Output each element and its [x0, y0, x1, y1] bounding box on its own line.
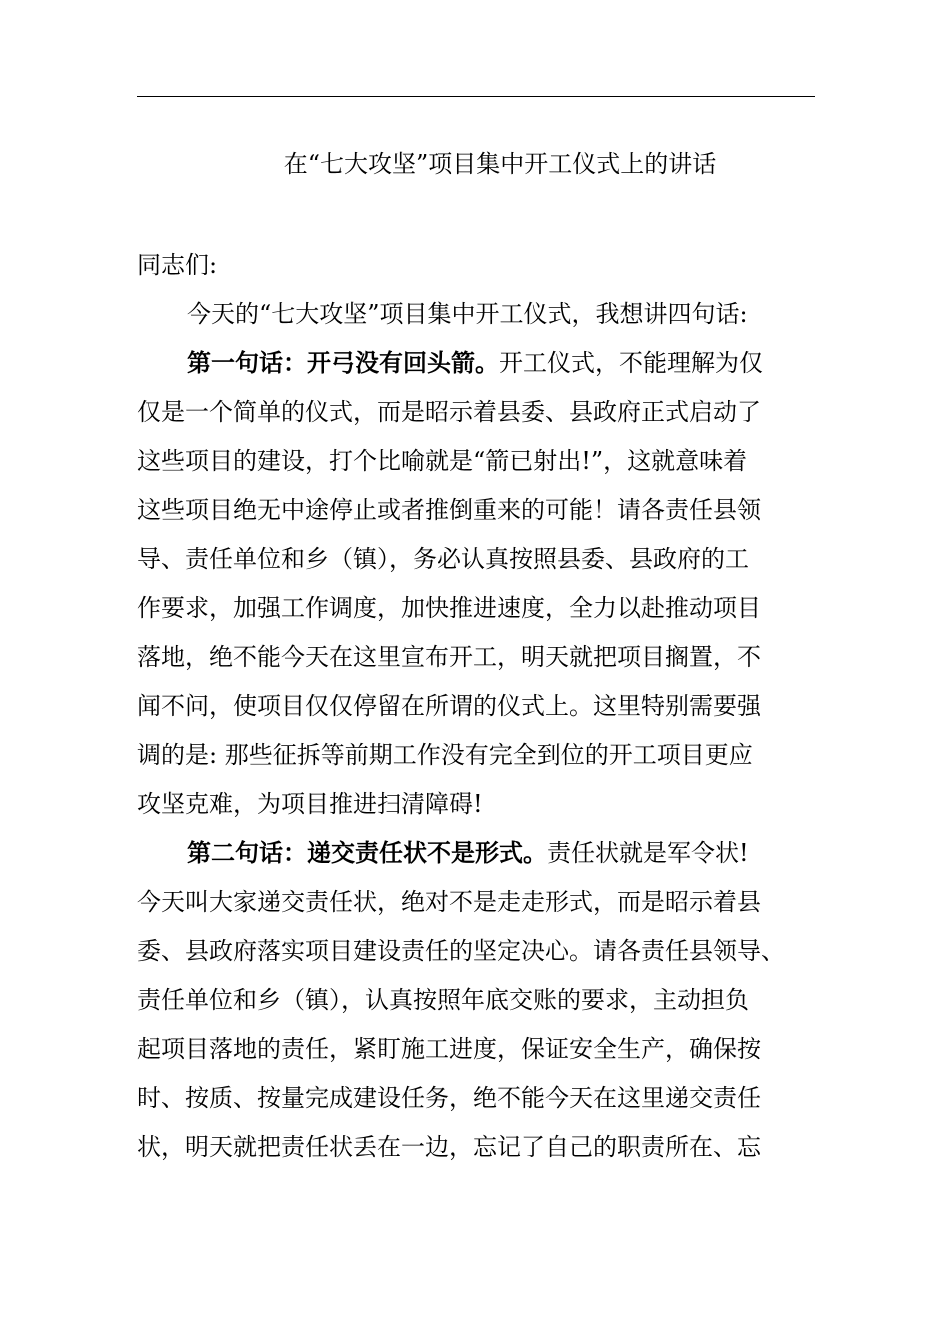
- section-1-line: 开工仪式，不能理解为仅: [499, 349, 763, 377]
- section-1-line: 导、责任单位和乡（镇），务必认真按照县委、县政府的工: [137, 545, 749, 573]
- section-2-line: 状，明天就把责任状丢在一边，忘记了自己的职责所在、忘: [137, 1133, 761, 1161]
- section-1-first-line: [137, 339, 817, 388]
- section-1-line: 这些项目绝无中途停止或者推倒重来的可能！请各责任县领: [137, 496, 761, 524]
- section-2-first-line: [137, 829, 817, 878]
- section-2-line: 委、县政府落实项目建设责任的坚定决心。请各责任县领导、: [137, 937, 785, 965]
- section-2-line: 今天叫大家递交责任状，绝对不是走走形式，而是昭示着县: [137, 888, 761, 916]
- section-1-line: 闻不问，使项目仅仅停留在所谓的仪式上。这里特别需要强: [137, 692, 761, 720]
- document-body: [137, 241, 817, 1172]
- section-1-line: 作要求，加强工作调度，加快推进速度，全力以赴推动项目: [137, 594, 761, 622]
- section-1-line: 仅是一个简单的仪式，而是昭示着县委、县政府正式启动了: [137, 398, 761, 426]
- header-rule: [137, 96, 815, 97]
- section-2-line: 时、按质、按量完成建设任务，绝不能今天在这里递交责任: [137, 1084, 761, 1112]
- section-2-line: 责任状就是军令状!: [547, 839, 749, 867]
- section-1-line: 落地，绝不能今天在这里宣布开工，明天就把项目搁置，不: [137, 643, 761, 671]
- section-1-line: 这些项目的建设，打个比喻就是“箭已射出!”，这就意味着: [137, 447, 748, 475]
- section-1-line: 调的是: 那些征拆等前期工作没有完全到位的开工项目更应: [137, 741, 753, 769]
- document-title: 在“七大攻坚”项目集中开工仪式上的讲话: [283, 150, 717, 178]
- section-1-heading: 第一句话：开弓没有回头箭。: [187, 349, 499, 377]
- section-2-line: 起项目落地的责任，紧盯施工进度，保证安全生产，确保按: [137, 1035, 761, 1063]
- section-2-line: 责任单位和乡（镇），认真按照年底交账的要求，主动担负: [137, 986, 749, 1014]
- intro-paragraph: 今天的“七大攻坚”项目集中开工仪式，我想讲四句话:: [187, 300, 748, 328]
- section-1-line: 攻坚克难，为项目推进扫清障碍!: [137, 790, 483, 818]
- section-2-heading: 第二句话：递交责任状不是形式。: [187, 839, 547, 867]
- salutation: 同志们:: [137, 251, 218, 279]
